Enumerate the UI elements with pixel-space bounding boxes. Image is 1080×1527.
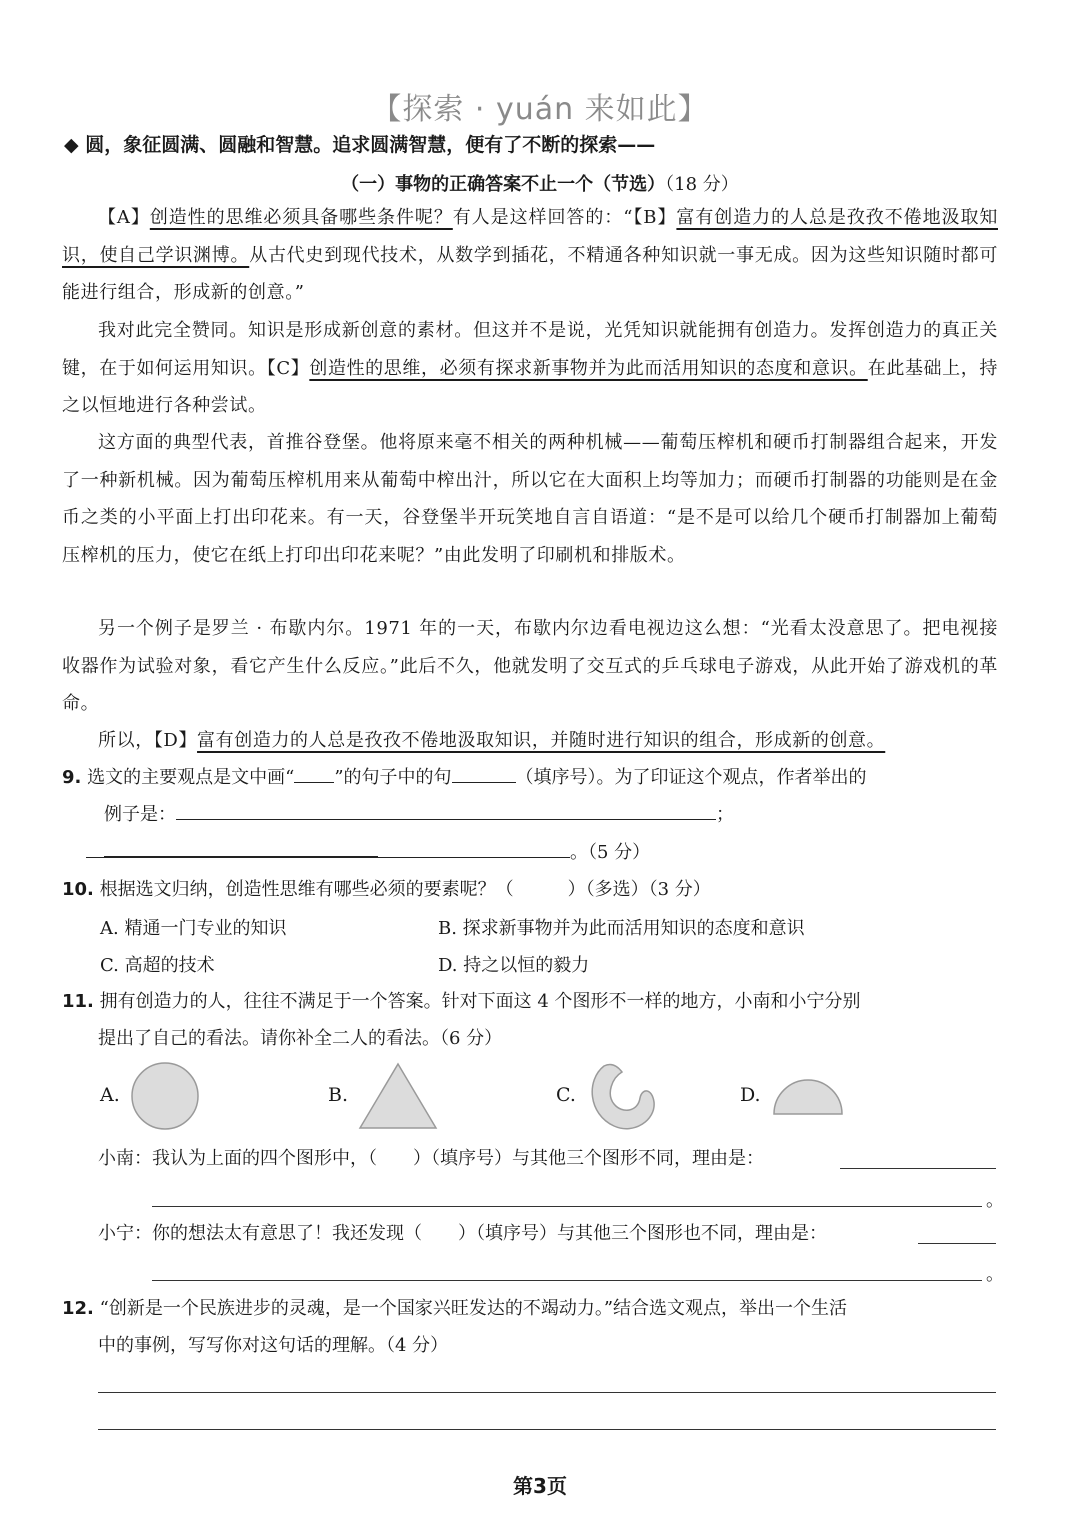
p5-lead: 所以， — [98, 730, 154, 751]
q9-text-2: ”的句子中的句 — [334, 767, 452, 788]
q10-option-d[interactable]: D. 持之以恒的毅力 — [438, 955, 590, 976]
paragraph-3: 这方面的典型代表，首推谷登堡。他将原来毫不相关的两种机械——葡萄压榨机和硬币打制器组合起来，开发了一种新机械。因为葡萄压榨机用来从葡萄中榨出汁，所以它在大面积上均等加力；而硬币打制器的功能则是在金币之类的小平面上打出印花来。有一天，谷登堡半开玩笑地自言自语道：“是不是可以给几个硬币打制器加上葡萄压榨机的压力，使它在纸上打印出印花来呢？”由此发明了印刷机和排版术。 — [62, 432, 998, 566]
shape-label-c: C. — [556, 1084, 576, 1106]
paragraph-5 — [62, 722, 998, 760]
xiaoning-reason-blank-2[interactable] — [152, 1280, 982, 1281]
passage-title — [0, 170, 1080, 196]
shape-label-a: A. — [100, 1084, 120, 1106]
q9-separator: ； — [716, 804, 734, 825]
paragraph-2 — [62, 312, 998, 425]
sentence-c: 创造性的思维，必须有探求新事物并为此而活用知识的态度和意识。 — [309, 357, 868, 379]
section-intro: ◆ 圆，象征圆满、圆融和智慧。追求圆满智慧，便有了不断的探索—— — [64, 134, 656, 156]
q9-blank-mark[interactable] — [294, 764, 334, 783]
shape-label-b: B. — [328, 1084, 349, 1106]
xiaonan-period: 。 — [986, 1190, 1004, 1211]
xiaonan-statement: 小南：我认为上面的四个图形中，（ ）（填序号）与其他三个图形不同，理由是： — [98, 1148, 764, 1169]
paragraph-1 — [62, 199, 998, 312]
mark-a: 【A】 — [98, 207, 150, 228]
xiaonan-reason-blank-2[interactable] — [152, 1206, 982, 1207]
q9-text-3: （填序号）。为了印证这个观点，作者举出的 — [515, 767, 867, 788]
crescent-shape — [582, 1058, 662, 1136]
q9-text-1: 选文的主要观点是文中画“ — [87, 767, 295, 788]
q11-text-2: 提出了自己的看法。请你补全二人的看法。（6 分） — [98, 1028, 503, 1049]
question-10 — [62, 871, 1002, 908]
passage-points: （18 分） — [665, 174, 739, 195]
question-number: 11. — [62, 991, 94, 1012]
circle-shape — [130, 1060, 202, 1132]
semicircle-shape — [772, 1072, 844, 1118]
question-11 — [62, 983, 1002, 1020]
q10-option-b[interactable]: B. 探求新事物并为此而活用知识的态度和意识 — [438, 918, 805, 939]
section-title: 【探索 · yuán 来如此】 — [371, 92, 709, 127]
q12-answer-line-2[interactable] — [98, 1429, 996, 1430]
shape-label-d: D. — [740, 1084, 761, 1106]
xiaoning-statement: 小宁：你的想法太有意思了！我还发现（ ）（填序号）与其他三个图形也不同，理由是： — [98, 1223, 827, 1244]
question-number: 10. — [62, 879, 94, 900]
q12-text-1: “创新是一个民族进步的灵魂，是一个国家兴旺发达的不竭动力。”结合选文观点，举出一个生活 — [99, 1298, 848, 1319]
sentence-a: 创造性的思维必须具备哪些条件呢？ — [149, 207, 453, 228]
q11-text-1: 拥有创造力的人，往往不满足于一个答案。针对下面这 4 个图形不一样的地方，小南和小宁分别 — [99, 991, 861, 1012]
q9-text-4: 例子是： — [104, 804, 176, 825]
question-number: 9. — [62, 767, 82, 788]
paragraph-4: 另一个例子是罗兰 · 布歇内尔。1971 年的一天，布歇内尔边看电视边这么想：“光看太没意思了。把电视接收器作为试验对象，看它产生什么反应。”此后不久，他就发明了交互式的乒乓球电子游戏，从此开始了游戏机的革命。 — [62, 618, 998, 714]
q9-blank-sentence[interactable] — [452, 764, 516, 783]
mark-c: 【C】 — [266, 357, 310, 379]
q9-end: 。（5 分） — [570, 842, 651, 863]
q9-blank-example-3[interactable] — [86, 839, 570, 858]
q9-blank-example-1[interactable] — [176, 801, 716, 820]
xiaoning-reason-blank-1[interactable] — [918, 1243, 996, 1244]
q12-text-2: 中的事例，写写你对这句话的理解。（4 分） — [98, 1335, 449, 1356]
question-number: 12. — [62, 1298, 94, 1319]
p1-mid: 有人是这样回答的：“ — [452, 207, 634, 228]
triangle-shape — [356, 1060, 440, 1132]
page-number: 第3页 — [513, 1474, 567, 1498]
p1-rest: 从古代史到现代技术，从数学到插花，不精通各种知识就一事无成。因为这些知识随时都可能进行组合，形成新的创意。” — [62, 244, 999, 303]
xiaoning-period: 。 — [986, 1264, 1004, 1285]
sentence-b: 富有创造力的人总是孜孜不倦地汲取知识，使自己学识渊博。 — [62, 207, 998, 266]
xiaonan-reason-blank-1[interactable] — [840, 1168, 996, 1169]
q10-text: 根据选文归纳，创造性思维有哪些必须的要素呢？（ ）（多选）（3 分） — [99, 879, 711, 900]
q10-option-a[interactable]: A. 精通一门专业的知识 — [100, 918, 287, 939]
q12-answer-line-1[interactable] — [98, 1392, 996, 1393]
p2-rest: 在此基础上，持之以恒地进行各种尝试。 — [62, 357, 998, 416]
p2-lead: 我对此完全赞同。知识是形成新创意的素材。但这并不是说，光凭知识就能拥有创造力。发挥创造力的真正关键，在于如何运用知识。 — [62, 320, 998, 379]
mark-d: 【D】 — [153, 730, 198, 751]
question-12 — [62, 1290, 1002, 1327]
question-9 — [62, 759, 1002, 796]
sentence-d: 富有创造力的人总是孜孜不倦地汲取知识，并随时进行知识的组合，形成新的创意。 — [197, 730, 886, 751]
mark-b: 【B】 — [633, 207, 677, 228]
q10-option-c[interactable]: C. 高超的技术 — [100, 955, 215, 976]
passage-title-text: （一）事物的正确答案不止一个（节选） — [341, 174, 666, 195]
q9-line-3 — [86, 834, 986, 871]
